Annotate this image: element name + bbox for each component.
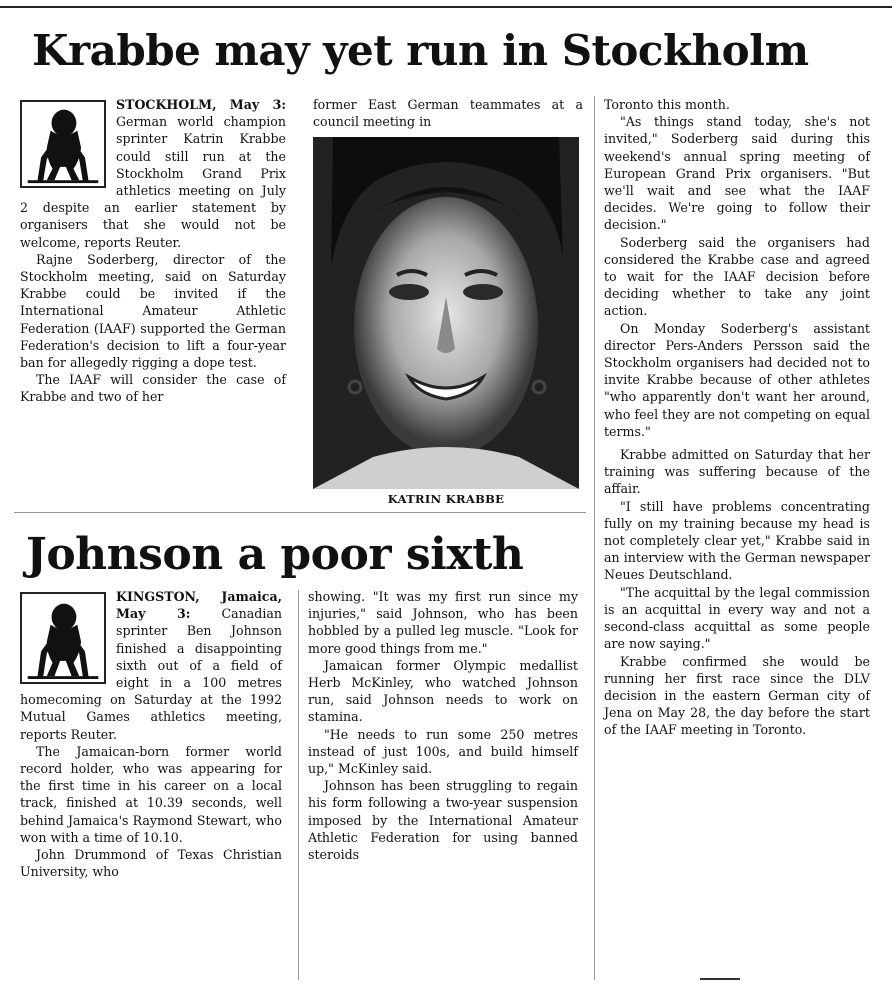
krabbe-photo bbox=[313, 137, 579, 489]
story1-col3-para-6: "I still have problems concentrating fully on my training because my head is not completely clear yet," Krabbe said in an interview with the German newspaper Neues Deutschland. bbox=[604, 498, 870, 583]
story2-col2-para-3: "He needs to run some 250 metres instead of just 100s, and build himself up," McKinley said. bbox=[308, 726, 578, 777]
story2-col2-para-2: Jamaican former Olympic medallist Herb McKinley, who watched Johnson run, said Johnson needs to work on stamina. bbox=[308, 657, 578, 725]
story1-column-1 bbox=[20, 96, 286, 406]
headline-johnson: Johnson a poor sixth bbox=[26, 529, 524, 580]
sprinter-icon bbox=[20, 100, 106, 188]
story2-para-3: John Drummond of Texas Christian University, who bbox=[20, 847, 282, 880]
end-mark bbox=[700, 978, 740, 980]
story1-para-3: The IAAF will consider the case of Krabbe and two of her bbox=[20, 372, 286, 405]
headline-krabbe: Krabbe may yet run in Stockholm bbox=[32, 26, 809, 75]
story2-para-1: Canadian sprinter Ben Johnson finished a disappointing sixth out of a field of eight in a 100 metres homecoming on Saturday at the 1992 Mutual Games athletics meeting, reports Reuter. bbox=[20, 606, 282, 742]
story2-para-2: The Jamaican-born former world record holder, who was appearing for the first time in his career on a local track, finished at 10.39 seconds, well behind Jamaica's Raymond Stewart, who won with a time of 10.10. bbox=[20, 743, 282, 845]
story2-col2-para-4: Johnson has been struggling to regain his form following a two-year suspension imposed by the International Amateur Athletic Federation for using banned steroids bbox=[308, 778, 578, 863]
story-divider bbox=[14, 512, 586, 513]
column-divider bbox=[298, 590, 299, 980]
story1-para-1: German world champion sprinter Katrin Krabbe could still run at the Stockholm Grand Prix athletics meeting on July 2 despite an earlier statement by organisers that she would not be welcome, reports Reuter. bbox=[20, 114, 286, 250]
top-rule bbox=[0, 6, 892, 8]
story1-col3-para-8: Krabbe confirmed she would be running her first race since the DLV decision in the eastern German city of Jena on May 28, the day before the start of the IAAF meeting in Toronto. bbox=[604, 653, 870, 738]
story1-col3-para-3: Soderberg said the organisers had considered the Krabbe case and agreed to wait for the IAAF decision before deciding whether to take any joint action. bbox=[604, 234, 870, 319]
story1-col3-para-7: "The acquittal by the legal commission is an acquittal in every way and not a second-class acquittal as some people are now saying." bbox=[604, 584, 870, 652]
story1-col3-para-5: Krabbe admitted on Saturday that her training was suffering because of the affair. bbox=[604, 447, 870, 497]
story1-col3-para-2: "As things stand today, she's not invited," Soderberg said during this weekend's annual spring meeting of European Grand Prix organisers. "But we'll wait and see what the IAAF decides. We're going to follow their decision." bbox=[604, 114, 870, 233]
story1-col2-para-1: former East German teammates at a council meeting in bbox=[313, 97, 583, 130]
dateline-kingston: KINGSTON, Jamaica, May 3: bbox=[116, 589, 282, 622]
dateline-stockholm: STOCKHOLM, May 3: bbox=[116, 97, 286, 112]
sprinter-icon bbox=[20, 592, 106, 684]
story1-column-2 bbox=[313, 96, 583, 130]
story2-column-1 bbox=[20, 588, 282, 880]
story2-column-2 bbox=[308, 588, 578, 863]
story1-col3-para-4: On Monday Soderberg's assistant director Pers-Anders Persson said the Stockholm organisers had decided not to invite Krabbe because of other athletes "who apparently don't want her around, who feel they are not competing on equal terms." bbox=[604, 320, 870, 439]
story1-para-2: Rajne Soderberg, director of the Stockholm meeting, said on Saturday Krabbe could be invited if the International Amateur Athletic Federation (IAAF) supported the German Federation's decision to lift a four-year ban for allegedly rigging a dope test. bbox=[20, 251, 286, 371]
column-divider bbox=[594, 96, 595, 980]
photo-caption: KATRIN KRABBE bbox=[387, 492, 505, 506]
story1-col3-para-1: Toronto this month. bbox=[604, 97, 730, 112]
story1-column-3 bbox=[604, 96, 870, 739]
story2-col2-para-1: showing. "It was my first run since my injuries," said Johnson, who has been hobbled by a pulled leg muscle. "Look for more good things from me." bbox=[308, 589, 578, 656]
